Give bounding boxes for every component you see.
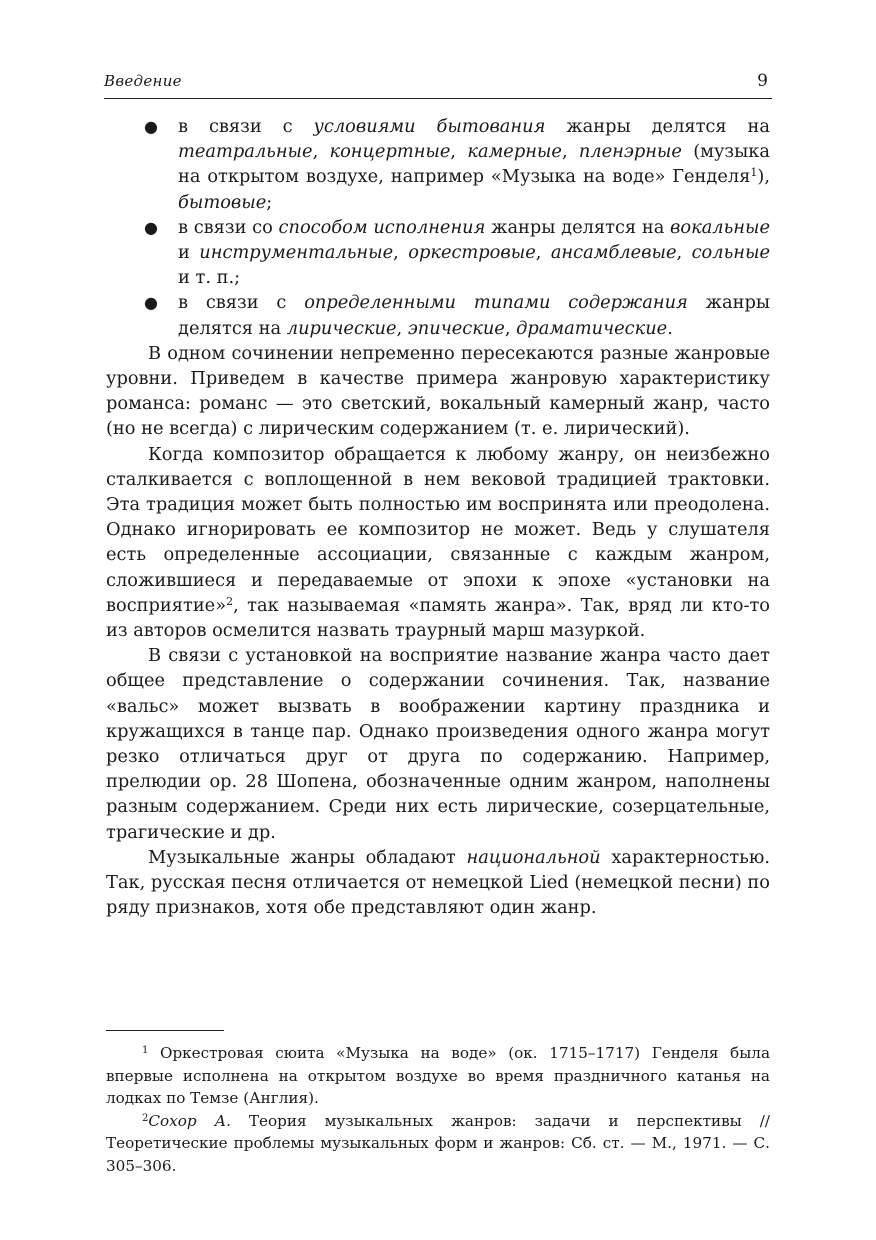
- emphasis-text: ансамблевые: [550, 242, 677, 264]
- text-run: в связи с: [178, 116, 314, 137]
- text-run: В связи с установкой на восприятие название жанра часто дает общее представление о содержании сочинения. Так, название «вальс» может вызвать в воображении картину праздника и кружащихся в танце пар. Однако произведения одного жанра могут резко отличаться друг от друга по содержанию. Например, прелюдии op. 28 Шопена, обозначенные одним жанром, наполнены разным содержанием. Среди них есть лирические, созерцательные, трагические и др.: [106, 645, 770, 843]
- text-run: жанры делятся на: [545, 116, 770, 137]
- text-run: ,: [561, 141, 579, 163]
- text-run: ,: [450, 141, 468, 163]
- page-header: [104, 72, 772, 99]
- emphasis-text: способом исполнения: [278, 216, 486, 238]
- text-run: характерностью. Так, русская песня отличается от немецкой Lied (немецкой песни) по ряду признаков, хотя обе представляют один жанр.: [106, 846, 770, 919]
- text-run: Оркестровая сюита «Музыка на воде» (ок. 1715–1717) Генделя была впервые исполнена на открытом воздухе во время праздничного катанья на лодках по Темзе (Англия).: [106, 1044, 770, 1107]
- text-run: Теория музыкальных жанров: задачи и перспективы // Теоретические проблемы музыкальных форм и жанров: Сб. ст. — М., 1971. — С. 305–306.: [106, 1111, 770, 1175]
- list-item: [106, 290, 770, 340]
- emphasis-text: драматические: [516, 317, 668, 339]
- emphasis-text: определенными типами содержания: [304, 292, 688, 314]
- text-run: .: [667, 317, 673, 339]
- main-text: [106, 114, 770, 921]
- paragraph: [106, 643, 770, 845]
- footnote-ref: 2: [142, 1112, 149, 1124]
- list-item-text: [178, 217, 770, 288]
- emphasis-text: Сохор А.: [148, 1111, 231, 1130]
- emphasis-text: эпические: [407, 317, 505, 339]
- text-run: в связи со: [178, 216, 279, 238]
- page-number: 9: [757, 71, 768, 91]
- footnote: [106, 1042, 770, 1110]
- text-run: жанры делятся на: [178, 292, 770, 339]
- paragraph: [106, 442, 770, 644]
- emphasis-text: инструментальные: [199, 242, 394, 264]
- text-run: ;: [266, 191, 273, 213]
- list-item: [106, 215, 770, 291]
- genre-classification-list: [106, 114, 770, 341]
- footnote-separator: [106, 1030, 224, 1031]
- emphasis-text: бытовые: [178, 191, 267, 213]
- text-run: и: [178, 242, 200, 264]
- text-run: Музыкальные жанры обладают: [148, 846, 467, 868]
- emphasis-text: пленэрные: [578, 141, 682, 163]
- emphasis-text: условиями бытования: [313, 116, 546, 137]
- bullet-icon: ●: [144, 217, 158, 237]
- emphasis-text: лирические: [286, 317, 397, 339]
- footnote-ref: 1: [750, 166, 758, 180]
- running-title: Введение: [104, 72, 182, 90]
- text-run: В одном сочинении непременно пересекаются разные жанровые уровни. Приведем в качестве примера жанровую характеристику романса: романс — это светский, вокальный камерный жанр, часто (но не всегда) с лирическим содержанием (т. е. лирический).: [106, 342, 770, 440]
- footnote: [106, 1110, 770, 1178]
- text-run: ,: [312, 141, 330, 163]
- emphasis-text: национальной: [466, 846, 601, 868]
- list-item: [106, 114, 770, 215]
- bullet-icon: ●: [144, 117, 158, 136]
- text-run: (музыка на открытом воздухе, например «Музыка на воде» Генделя: [178, 141, 770, 188]
- list-item-text: [178, 292, 770, 338]
- text-run: ,: [396, 317, 408, 339]
- text-run: ,: [676, 242, 692, 264]
- emphasis-text: камерные: [467, 141, 562, 163]
- emphasis-text: сольные: [691, 242, 770, 264]
- emphasis-text: концертные: [329, 141, 451, 163]
- emphasis-text: вокальные: [670, 216, 771, 238]
- list-item-text: [178, 116, 770, 213]
- emphasis-text: театральные: [178, 141, 313, 163]
- paragraph: [106, 341, 770, 442]
- text-run: ,: [535, 242, 551, 264]
- text-run: ,: [393, 242, 409, 264]
- text-run: Когда композитор обращается к любому жанру, он неизбежно сталкивается с воплощенной в нем вековой традицией трактовки. Эта традиция может быть полностью им воспринята или преодолена. Однако игнорировать ее композитор не может. Ведь у слушателя есть определенные ассоциации, связанные с каждым жанром, сложившиеся и передаваемые от эпохи к эпохе «установки на восприятие»: [106, 443, 770, 616]
- paragraph: [106, 845, 770, 921]
- text-run: жанры делятся на: [485, 216, 671, 238]
- footnote-ref: 2: [226, 594, 234, 608]
- text-run: и т. п.;: [178, 267, 241, 289]
- text-run: ),: [757, 166, 770, 188]
- text-run: в связи с: [178, 292, 305, 314]
- footnote-ref: 1: [142, 1045, 149, 1056]
- emphasis-text: оркестровые: [408, 242, 536, 264]
- text-run: ,: [504, 317, 517, 339]
- text-run: , так называемая «память жанра». Так, вряд ли кто-то из авторов осмелится назвать траурный марш мазуркой.: [106, 594, 770, 642]
- footnotes: [106, 1042, 770, 1177]
- bullet-icon: ●: [144, 293, 158, 313]
